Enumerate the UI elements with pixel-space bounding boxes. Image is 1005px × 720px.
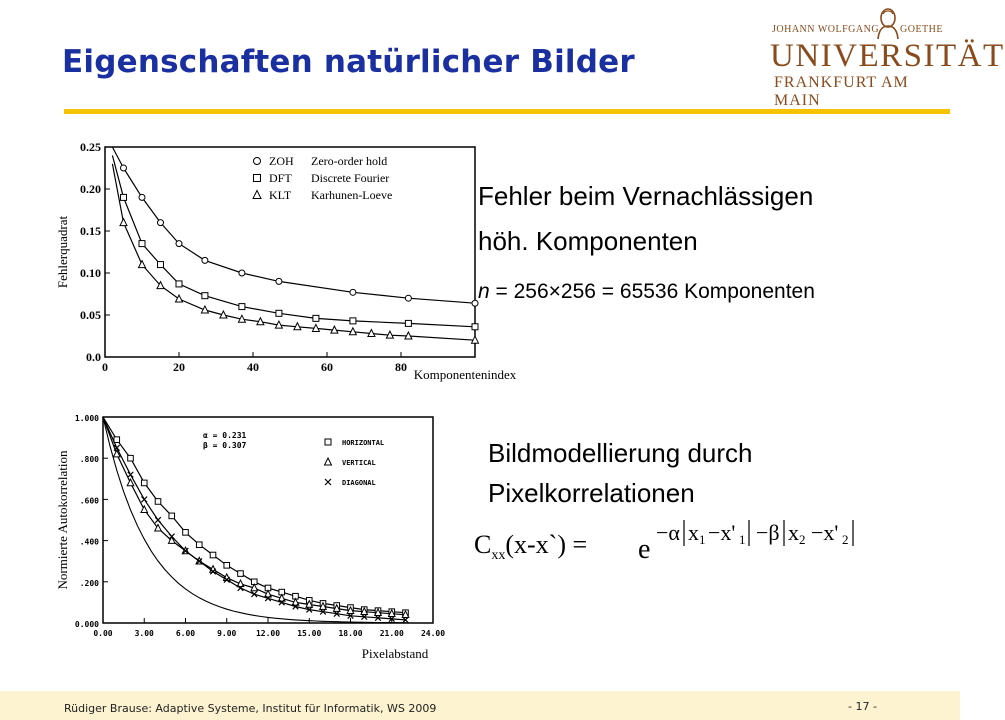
svg-text:−x': −x' [708, 520, 736, 545]
logo-universitaet: UNIVERSITÄT [770, 38, 1005, 74]
legend-marker-square [254, 175, 261, 182]
legend-name: DIAGONAL [342, 479, 376, 487]
autocorrelation-chart [55, 405, 450, 665]
x-tick-label: 0.00 [93, 629, 113, 638]
text-model-line2: Pixelkorrelationen [488, 478, 695, 508]
y-tick-label: .600 [79, 496, 99, 506]
param-label: α = 0.231 [203, 431, 247, 440]
y-tick-label: .400 [79, 537, 99, 547]
legend-name: Karhunen-Loeve [311, 188, 393, 202]
model-curve [103, 417, 406, 623]
data-point-circle [350, 289, 356, 295]
footer-page-number: - 17 - [848, 700, 877, 713]
x-tick-label: 21.00 [379, 629, 404, 638]
y-tick-label: .800 [79, 455, 99, 465]
param-label: β = 0.307 [203, 441, 247, 450]
data-point-triangle [139, 261, 146, 268]
data-point-circle [158, 220, 164, 226]
x-tick-label: 80 [395, 360, 407, 374]
x-tick-label: 60 [321, 360, 333, 374]
data-point-square [202, 293, 208, 299]
svg-text:−α: −α [656, 520, 680, 545]
legend-abbr: ZOH [269, 154, 294, 168]
x-tick-label: 18.00 [338, 629, 363, 638]
svg-text:1: 1 [699, 532, 706, 547]
text-components [478, 280, 815, 304]
y-tick-label: .200 [79, 578, 99, 588]
text-components-rest: = 256×256 = 65536 Komponenten [489, 280, 815, 303]
data-point-cross [128, 472, 134, 478]
data-point-square [139, 241, 145, 247]
data-point-triangle [120, 219, 127, 226]
data-point-square [196, 542, 202, 548]
data-point-square [224, 563, 230, 569]
logo-city: FRANKFURT AM MAIN [774, 74, 909, 109]
data-point-triangle [176, 295, 183, 302]
formula-rest: (x-x`) = [505, 530, 588, 559]
y-axis-label: Fehlerquadrat [55, 215, 70, 289]
x-tick-label: 12.00 [255, 629, 281, 638]
x-tick-label: 0 [102, 360, 108, 374]
data-point-circle [239, 270, 245, 276]
x-tick-label: 6.00 [175, 629, 196, 638]
y-tick-label: 0.10 [80, 266, 101, 280]
formula-left [474, 530, 587, 564]
data-point-circle [202, 257, 208, 263]
formula-c: C [474, 530, 492, 559]
university-logo [770, 8, 1005, 109]
svg-text:x: x [788, 520, 799, 545]
legend-name: VERTICAL [342, 459, 376, 467]
y-axis-label: Normierte Autokorrelation [55, 450, 70, 590]
svg-text:e: e [638, 534, 651, 565]
series-line-triangle [112, 164, 475, 340]
data-point-square [210, 552, 216, 558]
data-point-circle [139, 194, 145, 200]
data-point-cross [141, 497, 147, 503]
y-tick-label: 1.000 [74, 414, 99, 423]
data-point-circle [276, 278, 282, 284]
y-tick-label: 0.0 [86, 350, 101, 364]
legend-marker-triangle [325, 458, 332, 465]
data-point-square [169, 513, 175, 519]
data-point-square [405, 320, 411, 326]
data-point-triangle [141, 506, 148, 513]
svg-text:x: x [688, 520, 699, 545]
data-point-square [276, 310, 282, 316]
data-point-square [158, 262, 164, 268]
data-point-square [176, 281, 182, 287]
data-point-square [472, 324, 478, 330]
x-tick-label: 40 [247, 360, 259, 374]
logo-line1-left: JOHANN WOLFGANG [772, 24, 880, 35]
text-error-description [478, 174, 813, 264]
data-point-square [238, 571, 244, 577]
legend-marker-triangle [253, 191, 261, 199]
text-model-description [488, 433, 752, 513]
x-tick-label: 20 [173, 360, 185, 374]
data-point-square [128, 455, 134, 461]
legend-name: Zero-order hold [311, 154, 388, 168]
formula-sub: xx [491, 548, 506, 564]
x-tick-label: 3.00 [134, 629, 154, 638]
data-point-square [313, 315, 319, 321]
text-error-line2: höh. Komponenten [478, 226, 698, 256]
logo-line1-right: GOETHE [900, 24, 943, 35]
footer [0, 691, 960, 720]
y-tick-label: 0.25 [80, 140, 101, 154]
legend-name: Discrete Fourier [311, 171, 390, 185]
goethe-bust-icon [874, 8, 902, 40]
x-tick-label: 15.00 [297, 629, 322, 638]
text-components-n: n [478, 280, 490, 303]
data-point-square [114, 437, 120, 443]
data-point-circle [176, 241, 182, 247]
series-line-circle [112, 147, 475, 303]
legend-name: HORIZONTAL [342, 439, 385, 447]
series-line-square [112, 155, 475, 326]
data-point-square [155, 499, 161, 505]
footer-author: Rüdiger Brause: Adaptive Systeme, Institut für Informatik, WS 2009 [64, 702, 437, 715]
data-point-square [183, 530, 189, 536]
data-point-cross [155, 517, 161, 523]
legend-marker-cross [325, 479, 331, 485]
data-point-triangle [127, 479, 134, 486]
error-chart [55, 135, 515, 385]
formula-right [638, 508, 938, 568]
x-tick-label: 24.00 [420, 629, 446, 638]
svg-text:1: 1 [739, 532, 746, 547]
text-error-line1: Fehler beim Vernachlässigen [478, 181, 814, 211]
x-axis-label: Pixelabstand [361, 646, 429, 661]
legend-abbr: KLT [269, 188, 292, 202]
data-point-circle [405, 295, 411, 301]
data-point-square [350, 318, 356, 324]
y-tick-label: 0.000 [74, 620, 99, 629]
data-point-circle [121, 165, 127, 171]
legend-marker-circle [254, 158, 261, 165]
x-axis-label: Komponentenindex [413, 367, 517, 382]
svg-text:2: 2 [799, 532, 806, 547]
svg-text:−x': −x' [811, 520, 839, 545]
svg-text:−β: −β [756, 520, 780, 545]
legend-marker-square [325, 439, 331, 445]
y-tick-label: 0.15 [80, 224, 101, 238]
y-tick-label: 0.20 [80, 182, 101, 196]
data-point-square [141, 480, 147, 486]
data-point-square [121, 194, 127, 200]
legend-abbr: DFT [269, 171, 292, 185]
text-model-line1: Bildmodellierung durch [488, 438, 753, 468]
data-point-square [239, 304, 245, 310]
x-tick-label: 9.00 [217, 629, 237, 638]
slide-title: Eigenschaften natürlicher Bilder [62, 44, 635, 80]
y-tick-label: 0.05 [80, 308, 101, 322]
svg-text:2: 2 [842, 532, 849, 547]
